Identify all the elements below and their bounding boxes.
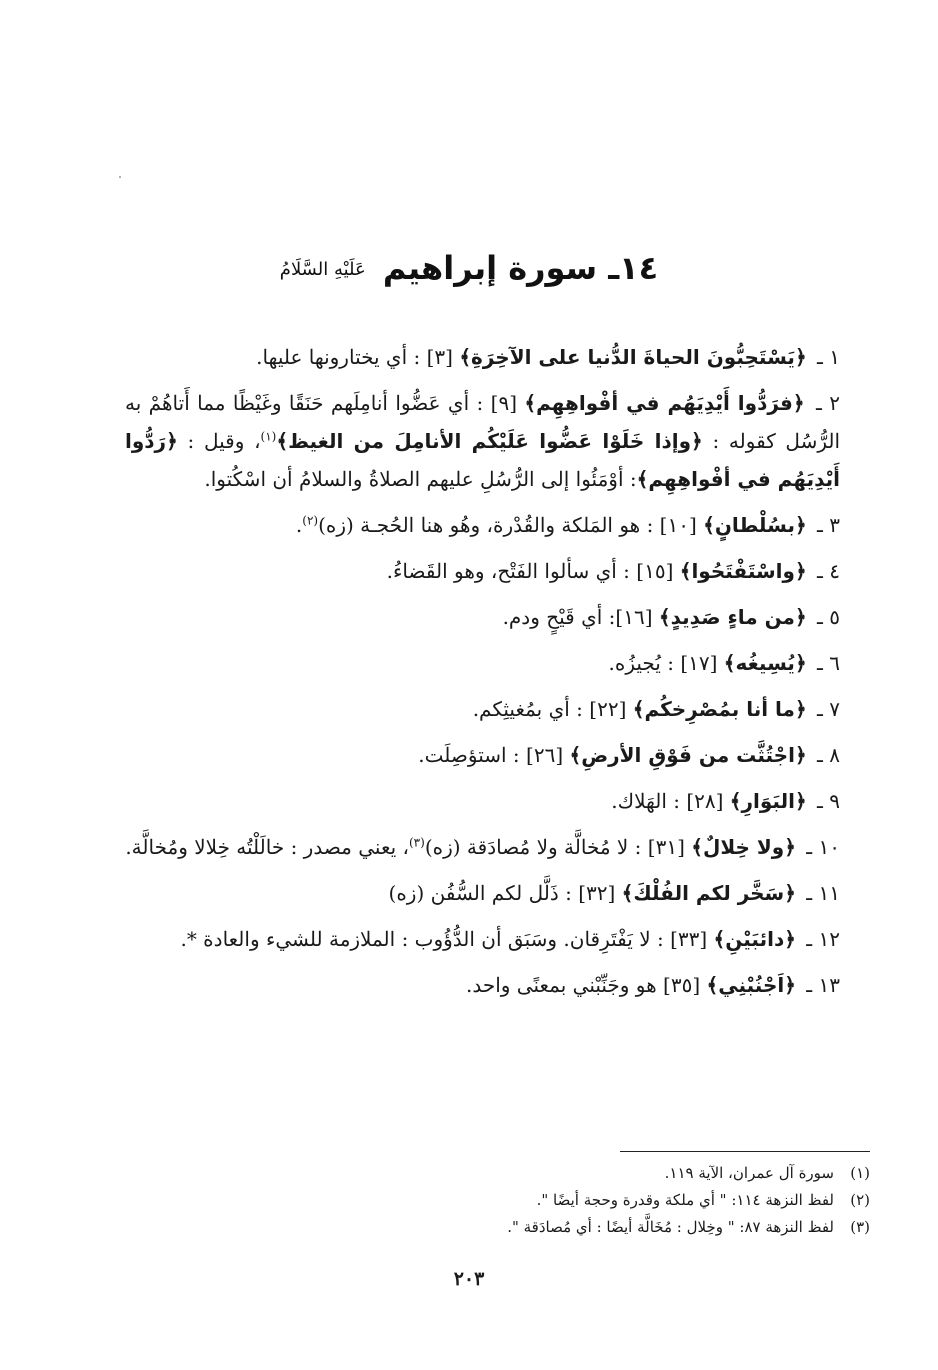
footnote-2 bbox=[300, 1187, 870, 1214]
entry-4 bbox=[125, 552, 840, 590]
entry-number: ٣ ـ bbox=[817, 513, 840, 537]
footnote-text: لفظ النزهة ١١٤: " أي ملكة وقدرة وحجة أيضًا ". bbox=[536, 1191, 834, 1209]
page-number: ٢٠٣ bbox=[453, 1268, 485, 1290]
entry-term: ﴿دائبَيْنِ﴾ bbox=[713, 927, 796, 951]
entry-text: [٣] : أي يختارونها عليها. bbox=[256, 345, 460, 369]
entry-text: [٣٢] : ذَلَّل لكم السُّفُن (زه) bbox=[388, 881, 622, 905]
entry-9 bbox=[125, 782, 840, 820]
entry-number: ٨ ـ bbox=[817, 743, 840, 767]
entry-text: [٣٥] هو وجَنِّبْني بمعنًى واحد. bbox=[466, 973, 707, 997]
footnote-ref: (٣) bbox=[408, 835, 425, 850]
entry-10 bbox=[125, 828, 840, 866]
footnote-text: لفظ النزهة ٨٧: " وخِلال : مُخَالَّة أيضًا : أي مُصادَقة ". bbox=[507, 1218, 834, 1236]
entry-text: [١٥] : أي سألوا الفَتْح، وهو القَضاءُ. bbox=[386, 559, 680, 583]
entry-number: ١٣ ـ bbox=[806, 973, 840, 997]
footnote-text: سورة آل عمران، الآية ١١٩. bbox=[664, 1164, 834, 1182]
entry-13 bbox=[125, 966, 840, 1004]
entry-term: ﴿يُسِيغُه﴾ bbox=[723, 651, 807, 675]
entry-number: ٤ ـ bbox=[817, 559, 840, 583]
entry-text: [٢٦] : استؤصِلَت. bbox=[418, 743, 570, 767]
entry-3 bbox=[125, 506, 840, 544]
entry-text: [٩] : أي عَضُّوا أنامِلَهم حَنَقًا وغَيْظًا مما أَتاهُمْ به الرُّسُل كقوله : bbox=[125, 391, 841, 453]
entry-term: ﴿من ماءٍ صَدِيدٍ﴾ bbox=[658, 605, 807, 629]
footnote-number: (١) bbox=[850, 1164, 870, 1182]
footnotes bbox=[300, 1160, 870, 1241]
entry-number: ٩ ـ bbox=[817, 789, 840, 813]
entry-quote: ﴿رَدُّوا أَيْدِيَهُم في أفْواهِهِم﴾ bbox=[125, 429, 840, 491]
entry-1 bbox=[125, 338, 840, 376]
entry-11 bbox=[125, 874, 840, 912]
entry-text: ، وقيل : bbox=[177, 429, 261, 453]
entry-text: ، يعني مصدر : خالَلْتُه خِلالا ومُخالَّة. bbox=[125, 835, 409, 859]
footnote-number: (٣) bbox=[850, 1218, 870, 1236]
entry-text: [٣١] : لا مُخالَّة ولا مُصادَقة (زه) bbox=[424, 835, 692, 859]
entry-2 bbox=[125, 384, 840, 498]
entry-number: ٦ ـ bbox=[817, 651, 840, 675]
footnote-3 bbox=[300, 1214, 870, 1241]
footnote-1 bbox=[300, 1160, 870, 1187]
entry-6 bbox=[125, 644, 840, 682]
footnote-number: (٢) bbox=[850, 1191, 870, 1209]
entry-term: ﴿اَجْنُبْنِي﴾ bbox=[706, 973, 796, 997]
entry-number: ٥ ـ bbox=[817, 605, 840, 629]
footnote-divider bbox=[620, 1151, 870, 1152]
entry-term: ﴿بسُلْطانٍ﴾ bbox=[703, 513, 807, 537]
entry-text: : أوْمَئُوا إلى الرُّسُلِ عليهم الصلاةُ والسلامُ أن اسْكُتوا. bbox=[204, 467, 637, 491]
entry-term: ﴿البَوَارِ﴾ bbox=[729, 789, 807, 813]
entry-term: ﴿يَسْتَحِبُّونَ الحياةَ الدُّنيا على الآخِرَةِ﴾ bbox=[459, 345, 807, 369]
entry-8 bbox=[125, 736, 840, 774]
entry-5 bbox=[125, 598, 840, 636]
entry-12 bbox=[125, 920, 840, 958]
entry-text: [٣٣] : لا يَفْتَرِقان. وسَبَق أن الدُّؤُوب : الملازمة للشيء والعادة *. bbox=[180, 927, 714, 951]
footnote-ref: (٢) bbox=[302, 513, 319, 528]
entry-term: ﴿واسْتَفْتَحُوا﴾ bbox=[679, 559, 807, 583]
entry-number: ١٠ ـ bbox=[806, 835, 840, 859]
entry-term: ﴿ولا خِلالٌ﴾ bbox=[691, 835, 796, 859]
surah-title-text: ١٤ـ سورة إبراهيم bbox=[382, 249, 659, 287]
entry-term: ﴿ما أنا بمُصْرِخكُم﴾ bbox=[632, 697, 807, 721]
entry-text: [١٦]: أي قَيْحٍ ودم. bbox=[502, 605, 659, 629]
entry-quote: ﴿وإذا خَلَوْا عَضُّوا عَلَيْكُم الأنامِلَ من الغيظ﴾ bbox=[276, 429, 703, 453]
entry-7 bbox=[125, 690, 840, 728]
entry-number: ١ ـ bbox=[817, 345, 840, 369]
glossary-entries bbox=[125, 338, 840, 1012]
entry-text: [٢٨] : الهَلاك. bbox=[611, 789, 730, 813]
entry-term: ﴿فرَدُّوا أَيْدِيَهُم في أفْواهِهِم﴾ bbox=[524, 391, 805, 415]
surah-title bbox=[0, 246, 938, 292]
entry-term: ﴿اجْتُثَّت من فَوْقِ الأرضِ﴾ bbox=[569, 743, 807, 767]
page-speck bbox=[119, 176, 121, 178]
entry-number: ١١ ـ bbox=[806, 881, 840, 905]
entry-text: . bbox=[295, 513, 303, 537]
entry-text: [١٧] : يُجيزُه. bbox=[608, 651, 724, 675]
honorific-text: عَلَيْهِ السَّلَامُ bbox=[279, 259, 366, 280]
entry-number: ٧ ـ bbox=[817, 697, 840, 721]
entry-number: ٢ ـ bbox=[816, 391, 840, 415]
entry-text: [١٠] : هو المَلكة والقُدْرة، وهُو هنا الحُجـة (زه) bbox=[318, 513, 704, 537]
entry-number: ١٢ ـ bbox=[806, 927, 840, 951]
entry-term: ﴿سَخَّر لكم الفُلْكَ﴾ bbox=[621, 881, 796, 905]
entry-text: [٢٢] : أي بمُغيثِكم. bbox=[472, 697, 633, 721]
footnote-ref: (١) bbox=[260, 429, 277, 444]
